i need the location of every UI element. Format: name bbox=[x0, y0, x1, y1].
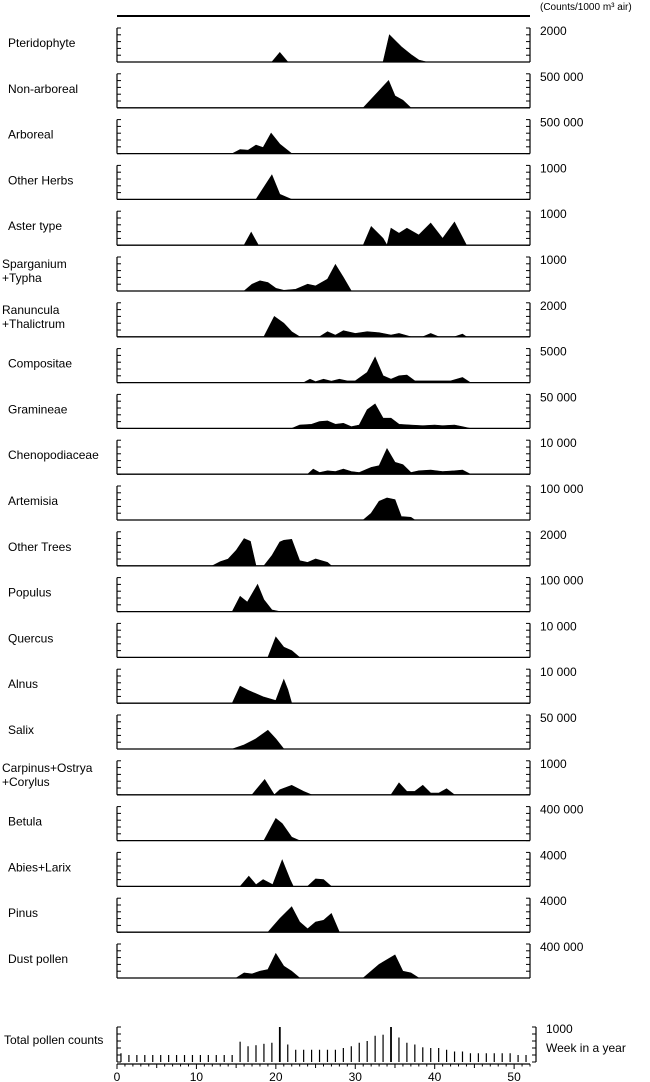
max-label-aster-type: 1000 bbox=[540, 207, 567, 222]
series-label-line: Betula bbox=[8, 814, 43, 829]
area-pinus bbox=[268, 907, 340, 933]
max-label-betula: 400 000 bbox=[540, 802, 584, 817]
panel-non-arboreal bbox=[8, 70, 584, 108]
panel-chenopodiaceae bbox=[8, 436, 577, 474]
series-label-line: Arboreal bbox=[8, 127, 54, 142]
panel-artemisia bbox=[8, 482, 584, 520]
pollen-panels bbox=[2, 24, 584, 978]
series-label-line: Compositae bbox=[8, 356, 73, 371]
series-label-gramineae bbox=[8, 402, 68, 416]
total-pollen-label: Total pollen counts bbox=[4, 1033, 104, 1047]
x-axis bbox=[114, 1064, 530, 1082]
area-non-arboreal bbox=[363, 81, 411, 108]
panel-sparganium-typha bbox=[2, 253, 567, 291]
area-carpinus-ostrya-corylus bbox=[252, 780, 455, 795]
unit-label: (Counts/1000 m³ air) bbox=[540, 2, 632, 13]
series-label-non-arboreal bbox=[8, 82, 78, 96]
series-label-line: +Corylus bbox=[2, 774, 50, 789]
series-label-artemisia bbox=[8, 494, 58, 508]
area-aster-type bbox=[244, 222, 466, 245]
series-label-line: Salix bbox=[8, 723, 35, 737]
series-label-dust-pollen bbox=[8, 952, 68, 966]
area-ranuncula-thalictrum bbox=[264, 316, 467, 336]
area-compositae bbox=[304, 357, 471, 383]
max-label-other-herbs: 1000 bbox=[540, 161, 567, 176]
series-label-line: +Thalictrum bbox=[2, 316, 66, 331]
x-tick-label: 50 bbox=[507, 1070, 521, 1082]
x-tick-label: 10 bbox=[189, 1070, 204, 1082]
series-label-line: Dust pollen bbox=[8, 952, 69, 966]
x-tick-label: 20 bbox=[269, 1070, 283, 1082]
panel-arboreal bbox=[8, 116, 584, 154]
series-label-line: Ranuncula bbox=[2, 302, 60, 317]
panel-salix bbox=[8, 711, 577, 749]
series-label-line: Non-arboreal bbox=[8, 81, 79, 96]
max-label-populus: 100 000 bbox=[540, 573, 584, 588]
panel-carpinus-ostrya-corylus bbox=[2, 757, 567, 795]
total-pollen-max-label: 1000 bbox=[546, 1022, 573, 1036]
x-axis-title: Week in a year bbox=[546, 1041, 626, 1055]
series-label-line: Other Herbs bbox=[8, 173, 74, 188]
area-sparganium-typha bbox=[244, 265, 351, 292]
series-label-other-herbs bbox=[8, 173, 73, 187]
area-pteridophyte bbox=[272, 35, 427, 62]
series-label-line: Abies+Larix bbox=[8, 860, 72, 875]
panel-betula bbox=[8, 803, 584, 841]
panel-other-trees bbox=[8, 528, 567, 566]
area-populus bbox=[232, 584, 280, 611]
series-label-abies-larix bbox=[8, 860, 71, 874]
max-label-abies-larix: 4000 bbox=[540, 848, 567, 863]
series-label-line: Populus bbox=[8, 585, 52, 600]
series-label-line: +Typha bbox=[2, 271, 42, 285]
series-label-line: Carpinus+Ostrya bbox=[2, 760, 93, 775]
panel-alnus bbox=[8, 665, 577, 703]
series-label-salix bbox=[8, 723, 34, 737]
max-label-gramineae: 50 000 bbox=[540, 390, 577, 405]
total-pollen-panel bbox=[4, 1022, 626, 1062]
max-label-carpinus-ostrya-corylus: 1000 bbox=[540, 756, 567, 771]
series-label-aster-type bbox=[8, 219, 62, 233]
series-label-line: Pteridophyte bbox=[8, 36, 76, 50]
series-label-alnus bbox=[8, 677, 38, 691]
panel-aster-type bbox=[8, 207, 567, 245]
max-label-pinus: 4000 bbox=[540, 894, 567, 909]
area-salix bbox=[232, 730, 284, 749]
series-label-line: Other Trees bbox=[8, 539, 72, 554]
panel-ranuncula-thalictrum bbox=[2, 299, 567, 337]
panel-dust-pollen bbox=[8, 940, 584, 978]
max-label-compositae: 5000 bbox=[540, 344, 567, 359]
x-tick-label: 40 bbox=[428, 1070, 442, 1082]
area-abies-larix bbox=[240, 860, 331, 887]
series-label-line: Pinus bbox=[8, 906, 39, 921]
panel-abies-larix bbox=[8, 848, 567, 886]
series-label-carpinus-ostrya-corylus bbox=[2, 761, 93, 789]
area-arboreal bbox=[232, 133, 292, 153]
area-other-herbs bbox=[256, 175, 292, 200]
max-label-artemisia: 100 000 bbox=[540, 482, 584, 496]
panel-pinus bbox=[8, 894, 567, 932]
x-tick-label: 0 bbox=[113, 1070, 121, 1082]
series-label-quercus bbox=[8, 631, 53, 645]
series-label-pteridophyte bbox=[8, 36, 76, 50]
max-label-salix: 50 000 bbox=[540, 711, 577, 725]
max-label-non-arboreal: 500 000 bbox=[540, 69, 584, 84]
series-label-arboreal bbox=[8, 128, 53, 142]
series-label-compositae bbox=[8, 357, 72, 371]
max-label-sparganium-typha: 1000 bbox=[540, 253, 567, 267]
series-label-line: Gramineae bbox=[8, 402, 68, 417]
panel-populus bbox=[8, 574, 584, 612]
series-label-line: Aster type bbox=[8, 219, 63, 234]
series-label-betula bbox=[8, 815, 42, 829]
panel-gramineae bbox=[8, 390, 577, 428]
max-label-pteridophyte: 2000 bbox=[540, 24, 567, 38]
panel-pteridophyte bbox=[8, 24, 567, 62]
series-label-pinus bbox=[8, 906, 38, 920]
area-other-trees bbox=[212, 539, 331, 566]
series-label-line: Artemisia bbox=[8, 494, 59, 508]
series-label-line: Alnus bbox=[8, 677, 39, 692]
area-quercus bbox=[268, 637, 300, 657]
area-betula bbox=[264, 819, 300, 841]
series-label-ranuncula-thalictrum bbox=[2, 303, 65, 331]
series-label-populus bbox=[8, 586, 51, 600]
max-label-arboreal: 500 000 bbox=[540, 115, 584, 130]
series-label-chenopodiaceae bbox=[8, 448, 99, 462]
area-gramineae bbox=[292, 404, 471, 429]
series-label-line: Quercus bbox=[8, 631, 54, 646]
max-label-alnus: 10 000 bbox=[540, 665, 577, 680]
series-label-line: Chenopodiaceae bbox=[8, 448, 99, 463]
area-artemisia bbox=[363, 498, 415, 520]
area-chenopodiaceae bbox=[308, 449, 471, 475]
panel-other-herbs bbox=[8, 161, 567, 199]
series-label-line: Sparganium bbox=[2, 257, 67, 271]
max-label-other-trees: 2000 bbox=[540, 527, 567, 542]
max-label-chenopodiaceae: 10 000 bbox=[540, 436, 577, 451]
area-dust-pollen bbox=[236, 954, 419, 979]
max-label-ranuncula-thalictrum: 2000 bbox=[540, 298, 567, 313]
series-label-other-trees bbox=[8, 540, 71, 554]
area-alnus bbox=[232, 679, 292, 703]
max-label-quercus: 10 000 bbox=[540, 619, 577, 634]
panel-compositae bbox=[8, 345, 567, 383]
max-label-dust-pollen: 400 000 bbox=[540, 940, 584, 954]
series-label-sparganium-typha bbox=[2, 257, 67, 285]
panel-quercus bbox=[8, 619, 577, 657]
x-tick-label: 30 bbox=[348, 1070, 362, 1082]
